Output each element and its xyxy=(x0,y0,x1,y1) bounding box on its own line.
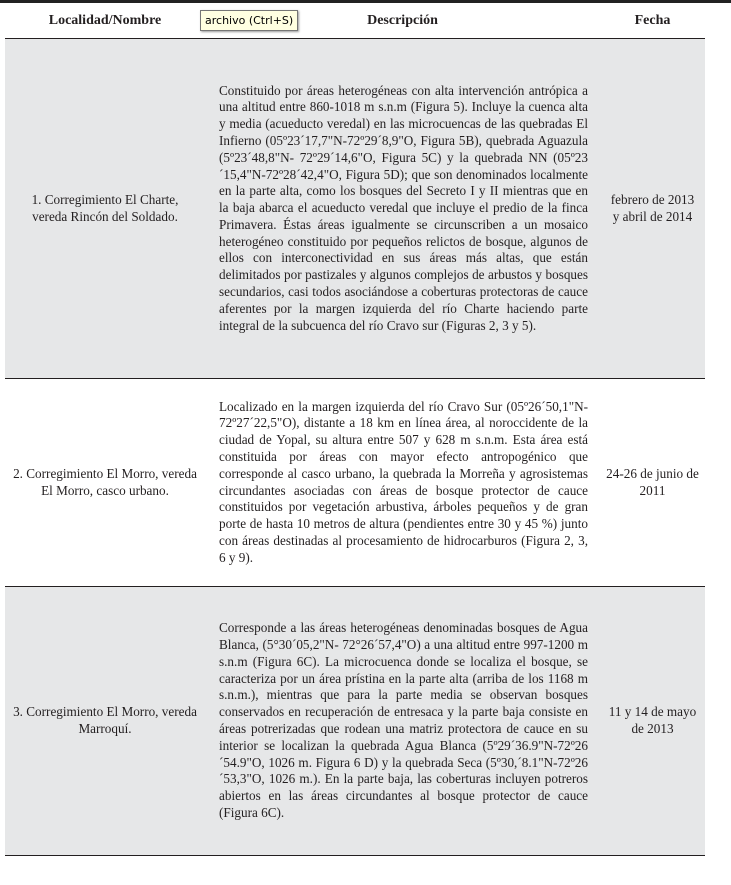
description-cell: Constituido por áreas heterogéneas con alta intervención antrópica a una altitud entre 860-1018 m s.n.m (Figura 5). Incluye la cuenca alta y media (acueducto veredal) en las microcuencas de las quebradas El Infierno (05º23´17,7"N-72º29´8,9"O, Figura 5B), quebrada Aguazula (5º23´48,8"N- 72º29´14,6"O, Figura 5C) y la quebrada NN (05º23´15,4"N-72º28´42,4"O, Figura 5D); que son denominados localmente en la parte alta, como los bosques del Secreto I y II mientras que en la baja abarca el acueducto veredal que incluye el predio de la finca Primavera. Éstas áreas igualmente se circunscriben a un mosaico heterogéneo constituido por pequeños relictos de bosque, algunos de ellos con interconectividad en sus áreas más altas, que están delimitados por pastizales y algunos complejos de arbustos y bosques secundarios, casi todos asociándose a coberturas protectoras de cauce aferentes por la margen izquierda del río Charte haciendo parte integral de la subcuenca del río Cravo sur (Figuras 2, 3 y 5). xyxy=(205,39,600,379)
description-cell: Corresponde a las áreas heterogéneas denominadas bosques de Agua Blanca, (5°30´05,2"N- 72°26´57,4"O) a una altitud entre 997-1200 m s.n.m (Figura 6C). La microcuenca donde se localiza el bosque, se caracteriza por un área prístina en la parte alta (arriba de los 1168 m s.n.m.), mientras que para la parte media se observan bosques conservados en recuperación de entresaca y la parte baja consiste en áreas potrerizadas que rodean una matriz protectora de cauce en su interior se localizan la quebrada Agua Blanca (5º29´36.9"N-72º26´54.9"O, 1026 m. Figura 6 D) y la quebrada Seca (5º30,´8.1"N-72º26´53,3"O, 1026 m.). En la parte baja, las coberturas incluyen potreros abiertos en las áreas circundantes al bosque protector de cauce (Figura 6C). xyxy=(205,587,600,856)
date-cell: 24-26 de junio de 2011 xyxy=(600,379,705,587)
date-cell: febrero de 2013 y abril de 2014 xyxy=(600,39,705,379)
localities-table xyxy=(5,3,705,856)
locality-cell: 1. Corregimiento El Charte, vereda Rincón del Soldado. xyxy=(5,39,205,379)
save-tooltip: archivo (Ctrl+S) xyxy=(200,10,298,31)
header-date: Fecha xyxy=(600,3,705,39)
table-row xyxy=(5,379,705,587)
locality-cell: 3. Corregimiento El Morro, vereda Marroquí. xyxy=(5,587,205,856)
locality-cell: 2. Corregimiento El Morro, vereda El Morro, casco urbano. xyxy=(5,379,205,587)
description-cell: Localizado en la margen izquierda del río Cravo Sur (05º26´50,1"N-72º27´22,5"O), distante a 18 km en línea área, al noroccidente de la ciudad de Yopal, su altura entre 507 y 628 m s.n.m. Esta área está constituida por áreas con mayor efecto antropogénico que corresponde al casco urbano, la quebrada la Morreña y agrosistemas circundantes asociadas con áreas de bosque protector de cauce constituidos por vegetación arbustiva, árboles pequeños y de gran porte de hasta 10 metros de altura (pendientes entre 30 y 45 %) junto con áreas destinadas al procesamiento de hidrocarburos (Figura 2, 3, 6 y 9). xyxy=(205,379,600,587)
header-description: Descripción xyxy=(205,3,600,39)
table-header-row xyxy=(5,3,705,39)
header-locality: Localidad/Nombre xyxy=(5,3,205,39)
table-row xyxy=(5,39,705,379)
date-cell: 11 y 14 de mayo de 2013 xyxy=(600,587,705,856)
table-row xyxy=(5,587,705,856)
